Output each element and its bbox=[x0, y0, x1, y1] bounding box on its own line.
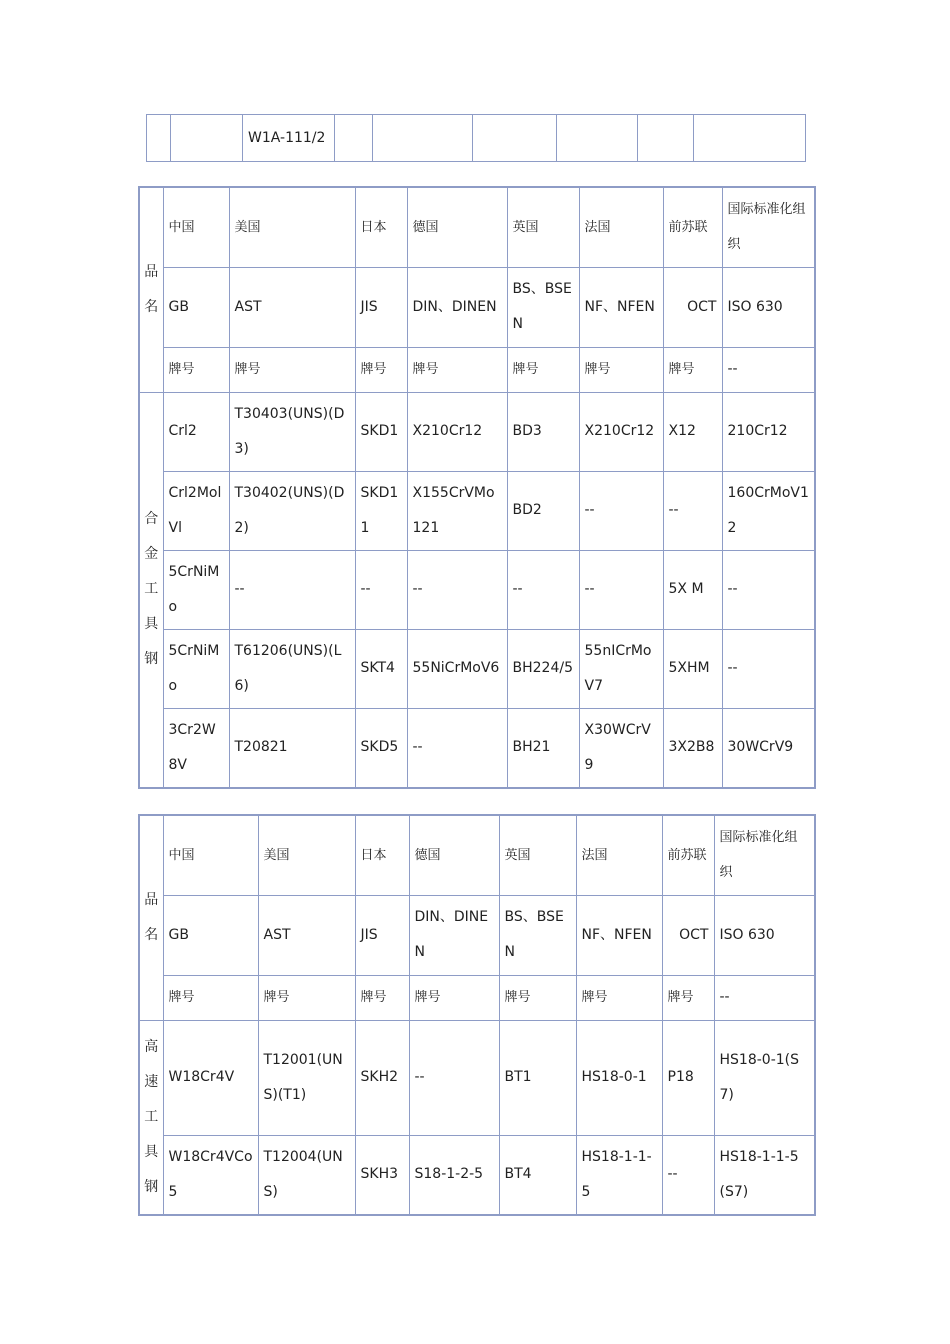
header-country: 美国 bbox=[258, 815, 355, 895]
cell: SKH3 bbox=[355, 1135, 409, 1215]
header-grade: 牌号 bbox=[163, 347, 229, 392]
header-standard: OCT bbox=[662, 895, 714, 975]
cell: Crl2 bbox=[163, 392, 229, 471]
header-standard: JIS bbox=[355, 895, 409, 975]
product-name-header: 品名 bbox=[139, 815, 163, 1020]
product-name-header: 品名 bbox=[139, 187, 163, 392]
top-cell bbox=[335, 115, 373, 162]
high-speed-tool-steel-table bbox=[138, 814, 816, 1216]
cell: HS18-1-1-5(S7) bbox=[714, 1135, 815, 1215]
header-grade: -- bbox=[714, 975, 815, 1020]
cell: 30WCrV9 bbox=[722, 708, 815, 788]
header-country: 德国 bbox=[407, 187, 507, 267]
table-row bbox=[139, 1020, 815, 1135]
header-country: 中国 bbox=[163, 815, 258, 895]
header-standard: NF、NFEN bbox=[579, 267, 663, 347]
header-standard: AST bbox=[258, 895, 355, 975]
top-cell bbox=[373, 115, 473, 162]
cell: HS18-0-1 bbox=[576, 1020, 662, 1135]
header-grade: 牌号 bbox=[355, 347, 407, 392]
header-standard: NF、NFEN bbox=[576, 895, 662, 975]
header-standard: ISO 630 bbox=[722, 267, 815, 347]
table-row bbox=[139, 708, 815, 788]
cell: -- bbox=[407, 550, 507, 629]
cell: T30402(UNS)(D2) bbox=[229, 471, 355, 550]
cell: SKD1 bbox=[355, 392, 407, 471]
cell: X12 bbox=[663, 392, 722, 471]
group-label-alloy-tool-steel: 合金工具钢 bbox=[139, 392, 163, 788]
header-standard: BS、BSEN bbox=[499, 895, 576, 975]
cell: 3X2B8 bbox=[663, 708, 722, 788]
header-grade: 牌号 bbox=[663, 347, 722, 392]
cell: T20821 bbox=[229, 708, 355, 788]
cell: -- bbox=[579, 471, 663, 550]
table-row bbox=[139, 629, 815, 708]
cell: -- bbox=[507, 550, 579, 629]
header-grade: 牌号 bbox=[576, 975, 662, 1020]
cell: BD2 bbox=[507, 471, 579, 550]
cell: S18-1-2-5 bbox=[409, 1135, 499, 1215]
top-cell bbox=[171, 115, 243, 162]
header-grade: 牌号 bbox=[163, 975, 258, 1020]
header-standard: AST bbox=[229, 267, 355, 347]
table-row bbox=[139, 550, 815, 629]
header-grade: 牌号 bbox=[499, 975, 576, 1020]
header-standard: GB bbox=[163, 267, 229, 347]
cell: -- bbox=[229, 550, 355, 629]
cell: X155CrVMo121 bbox=[407, 471, 507, 550]
header-grade: 牌号 bbox=[229, 347, 355, 392]
cell: W18Cr4V bbox=[163, 1020, 258, 1135]
header-grade: 牌号 bbox=[355, 975, 409, 1020]
cell: -- bbox=[662, 1135, 714, 1215]
cell: BH21 bbox=[507, 708, 579, 788]
header-country: 英国 bbox=[507, 187, 579, 267]
cell: 5CrNiMo bbox=[163, 629, 229, 708]
header-grade: 牌号 bbox=[662, 975, 714, 1020]
cell: 3Cr2W8V bbox=[163, 708, 229, 788]
cell: -- bbox=[579, 550, 663, 629]
table-row bbox=[139, 392, 815, 471]
header-country: 德国 bbox=[409, 815, 499, 895]
header-standard: BS、BSEN bbox=[507, 267, 579, 347]
cell: 160CrMoV12 bbox=[722, 471, 815, 550]
cell: T12004(UNS) bbox=[258, 1135, 355, 1215]
header-grade: 牌号 bbox=[407, 347, 507, 392]
cell: SKD11 bbox=[355, 471, 407, 550]
cell: BT4 bbox=[499, 1135, 576, 1215]
cell: HS18-0-1(S7) bbox=[714, 1020, 815, 1135]
cell: X30WCrV9 bbox=[579, 708, 663, 788]
cell: -- bbox=[722, 629, 815, 708]
cell: BH224/5 bbox=[507, 629, 579, 708]
top-cell: W1A-111/2 bbox=[243, 115, 335, 162]
cell: T61206(UNS)(L6) bbox=[229, 629, 355, 708]
top-cell bbox=[473, 115, 557, 162]
header-standard: GB bbox=[163, 895, 258, 975]
cell: P18 bbox=[662, 1020, 714, 1135]
header-standard: JIS bbox=[355, 267, 407, 347]
header-country: 前苏联 bbox=[662, 815, 714, 895]
header-country: 日本 bbox=[355, 815, 409, 895]
header-country: 前苏联 bbox=[663, 187, 722, 267]
cell: 5XHM bbox=[663, 629, 722, 708]
cell: 210Cr12 bbox=[722, 392, 815, 471]
top-cell bbox=[638, 115, 694, 162]
cell: HS18-1-1-5 bbox=[576, 1135, 662, 1215]
cell: Crl2MolVl bbox=[163, 471, 229, 550]
header-grade: 牌号 bbox=[258, 975, 355, 1020]
header-country: 美国 bbox=[229, 187, 355, 267]
cell: -- bbox=[409, 1020, 499, 1135]
top-fragment-table bbox=[146, 114, 806, 162]
top-cell bbox=[147, 115, 171, 162]
header-standard: DIN、DINEN bbox=[407, 267, 507, 347]
header-country: 国际标准化组织 bbox=[714, 815, 815, 895]
cell: T12001(UNS)(T1) bbox=[258, 1020, 355, 1135]
header-grade: 牌号 bbox=[579, 347, 663, 392]
header-country: 法国 bbox=[576, 815, 662, 895]
header-country: 国际标准化组织 bbox=[722, 187, 815, 267]
cell: SKD5 bbox=[355, 708, 407, 788]
header-grade: 牌号 bbox=[409, 975, 499, 1020]
group-label-high-speed-tool-steel: 高速工具钢 bbox=[139, 1020, 163, 1215]
cell: X210Cr12 bbox=[579, 392, 663, 471]
cell: -- bbox=[663, 471, 722, 550]
header-standard: OCT bbox=[663, 267, 722, 347]
cell: X210Cr12 bbox=[407, 392, 507, 471]
cell: 55NiCrMoV6 bbox=[407, 629, 507, 708]
cell: T30403(UNS)(D3) bbox=[229, 392, 355, 471]
cell: SKH2 bbox=[355, 1020, 409, 1135]
top-cell bbox=[557, 115, 638, 162]
cell: -- bbox=[722, 550, 815, 629]
header-grade: -- bbox=[722, 347, 815, 392]
cell: -- bbox=[407, 708, 507, 788]
cell: W18Cr4VCo5 bbox=[163, 1135, 258, 1215]
alloy-tool-steel-table bbox=[138, 186, 816, 789]
cell: SKT4 bbox=[355, 629, 407, 708]
cell: 5CrNiMo bbox=[163, 550, 229, 629]
header-grade: 牌号 bbox=[507, 347, 579, 392]
header-standard: ISO 630 bbox=[714, 895, 815, 975]
top-cell bbox=[694, 115, 806, 162]
header-country: 法国 bbox=[579, 187, 663, 267]
cell: -- bbox=[355, 550, 407, 629]
header-country: 英国 bbox=[499, 815, 576, 895]
cell: BT1 bbox=[499, 1020, 576, 1135]
table-row bbox=[139, 1135, 815, 1215]
cell: BD3 bbox=[507, 392, 579, 471]
cell: 5X M bbox=[663, 550, 722, 629]
header-country: 中国 bbox=[163, 187, 229, 267]
header-standard: DIN、DINEN bbox=[409, 895, 499, 975]
cell: 55nICrMoV7 bbox=[579, 629, 663, 708]
header-country: 日本 bbox=[355, 187, 407, 267]
table-row bbox=[139, 471, 815, 550]
